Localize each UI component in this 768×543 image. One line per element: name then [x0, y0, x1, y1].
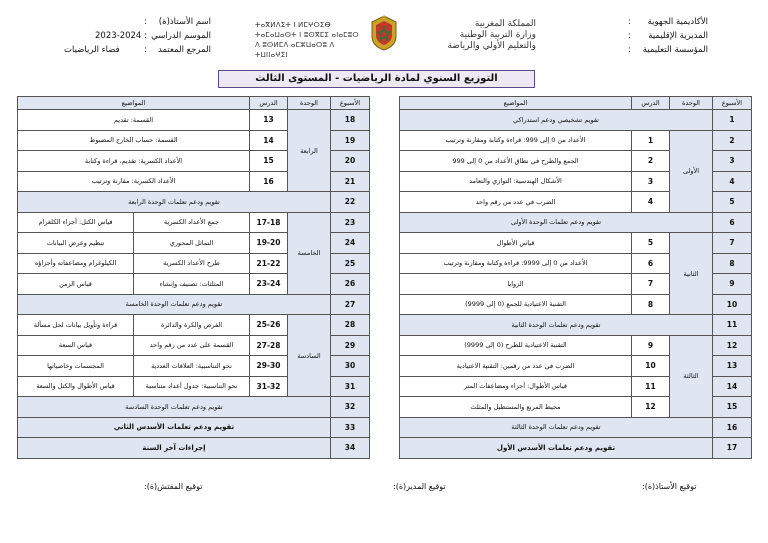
- reference-label: المرجع المعتمد: [158, 45, 211, 55]
- table-row: الأشكال الهندسية: التوازي والتعامد 3 4: [400, 171, 752, 192]
- table-row: تقويم ودعم تعلمات الوحدة الرابعة 22: [18, 192, 370, 213]
- table-row: التقنية الاعتيادية للطرح (0 إلى 9999) 9 الثالثة 12: [400, 335, 752, 356]
- table-row: قياس الأطوال 5 الثانية 7: [400, 233, 752, 254]
- table-row: الأعداد من 0 إلى 999: قراءة وكتابة ومقارنة وترتيب 1 الأولى 2: [400, 130, 752, 151]
- table-row: تقويم ودعم تعلمات الأسدس الأول 17: [400, 438, 752, 459]
- table-row: قراءة وتأويل بيانات لحل مسألة القرص والكرة والدائرة 25-26 السادسة 28: [18, 315, 370, 336]
- table-row: المجسمات وخاصياتها نحو التناسبية: العلاقات العددية 29-30 30: [18, 356, 370, 377]
- table-row: الأعداد الكسرية: مقارنة وترتيب 16 21: [18, 171, 370, 192]
- table-row: تقويم تشخيصي ودعم استدراكي 1: [400, 110, 752, 131]
- second-semester-table: [17, 96, 370, 459]
- table-row: تقويم ودعم تعلمات الوحدة الأولى 6: [400, 212, 752, 233]
- table-row: الضرب في عدد من رقم واحد 4 5: [400, 192, 752, 213]
- table-row: قياس الأطوال والكتل والسعة نحو التناسبية: جدول أعداد متناسبة 31-32 31: [18, 376, 370, 397]
- table-row: تقويم ودعم تعلمات الوحدة الثانية 11: [400, 315, 752, 336]
- reference-value: فضاء الرياضيات: [64, 45, 120, 55]
- inspector-signature-label: توقيع المفتش(ة):: [144, 482, 203, 491]
- table-row: تقويم ودعم تعلمات الأسدس الثاني 33: [18, 417, 370, 438]
- academy-label: الأكاديمية الجهوية: [647, 17, 708, 27]
- kingdom-emblem-icon: [368, 14, 400, 52]
- first-semester-table: [399, 96, 752, 459]
- ministry-text: المملكة المغربية وزارة التربية الوطنية والتعليم الأولي والرياضة: [447, 19, 536, 51]
- table-row: قياس السعة القسمة على عدد من رقم واحد 27-28 29: [18, 335, 370, 356]
- table-header-row: المواضيع الدرس الوحدة الأسبوع: [18, 97, 370, 110]
- table-row: الأعداد من 0 إلى 9999: قراءة وكتابة ومقارنة وترتيب 6 8: [400, 253, 752, 274]
- table-row: قياس الزمن المثلثات: تصنيف وإنشاء 23-24 26: [18, 274, 370, 295]
- table-row: الأعداد الكسرية: تقديم، قراءة وكتابة 15 20: [18, 151, 370, 172]
- table-row: الزوايا 7 9: [400, 274, 752, 295]
- table-row: القسمة: تقديم 13 الرابعة 18: [18, 110, 370, 131]
- table-row: تقويم ودعم تعلمات الوحدة السادسة 32: [18, 397, 370, 418]
- table-row: إجراءات آخر السنة 34: [18, 438, 370, 459]
- table-row: التقنية الاعتيادية للجمع (0 إلى 9999) 8 10: [400, 294, 752, 315]
- director-signature-label: توقيع المدير(ة):: [393, 482, 446, 491]
- table-row: الكيلوغرام ومضاعفاته وأجزاؤه طرح الأعداد الكسرية 21-22 25: [18, 253, 370, 274]
- table-row: الضرب في عدد من رقمين: التقنية الاعتيادية 10 13: [400, 356, 752, 377]
- table-row: الجمع والطرح في نطاق الأعداد من 0 إلى 999 2 3: [400, 151, 752, 172]
- table-row: تنظيم وعرض البيانات التماثل المحوري 19-20 24: [18, 233, 370, 254]
- table-header-row: المواضيع الدرس الوحدة الأسبوع: [400, 97, 752, 110]
- table-row: قياس الكتل: أجزاء الكلغرام جمع الأعداد الكسرية 17-18 الخامسة 23: [18, 212, 370, 233]
- school-label: المؤسسة التعليمية: [642, 45, 708, 55]
- season-label: الموسم الدراسي: [151, 31, 211, 41]
- teacher-signature-label: توقيع الأستاذ(ة):: [642, 482, 697, 491]
- table-row: القسمة: حساب الخارج المضبوط 14 19: [18, 130, 370, 151]
- tifinagh-text: ⵜⴰⴳⵍⴷⵉⵜ ⵏ ⵍⵎⵖⵔⵉⴱ ⵜⴰⵎⴰⵡⴰⵙⵜ ⵏ ⵓⵙⴳⵎⵉ ⴰⵏⴰⵎⵓⵔ ⴷ ⵓⵙⵍⵎⴷ ⴰⵎⵣⵡⴰⵔⵓ ⴷ ⵜⵡⵏⵏⴰⵖⵉⵏ: [255, 21, 359, 59]
- directorate-label: المديرية الإقليمية: [648, 31, 708, 41]
- teacher-name-label: اسم الأستاذ(ة): [158, 17, 211, 27]
- season-value: 2023-2024: [95, 31, 142, 41]
- table-row: تقويم ودعم تعلمات الوحدة الخامسة 27: [18, 294, 370, 315]
- table-row: قياس الأطوال: أجزاء ومضاعفات المتر 11 14: [400, 376, 752, 397]
- table-row: محيط المربع والمستطيل والمثلث 12 15: [400, 397, 752, 418]
- page-title: التوزيع السنوي لمادة الرياضيات - المستوى الثالث: [218, 70, 535, 88]
- table-row: تقويم ودعم تعلمات الوحدة الثالثة 16: [400, 417, 752, 438]
